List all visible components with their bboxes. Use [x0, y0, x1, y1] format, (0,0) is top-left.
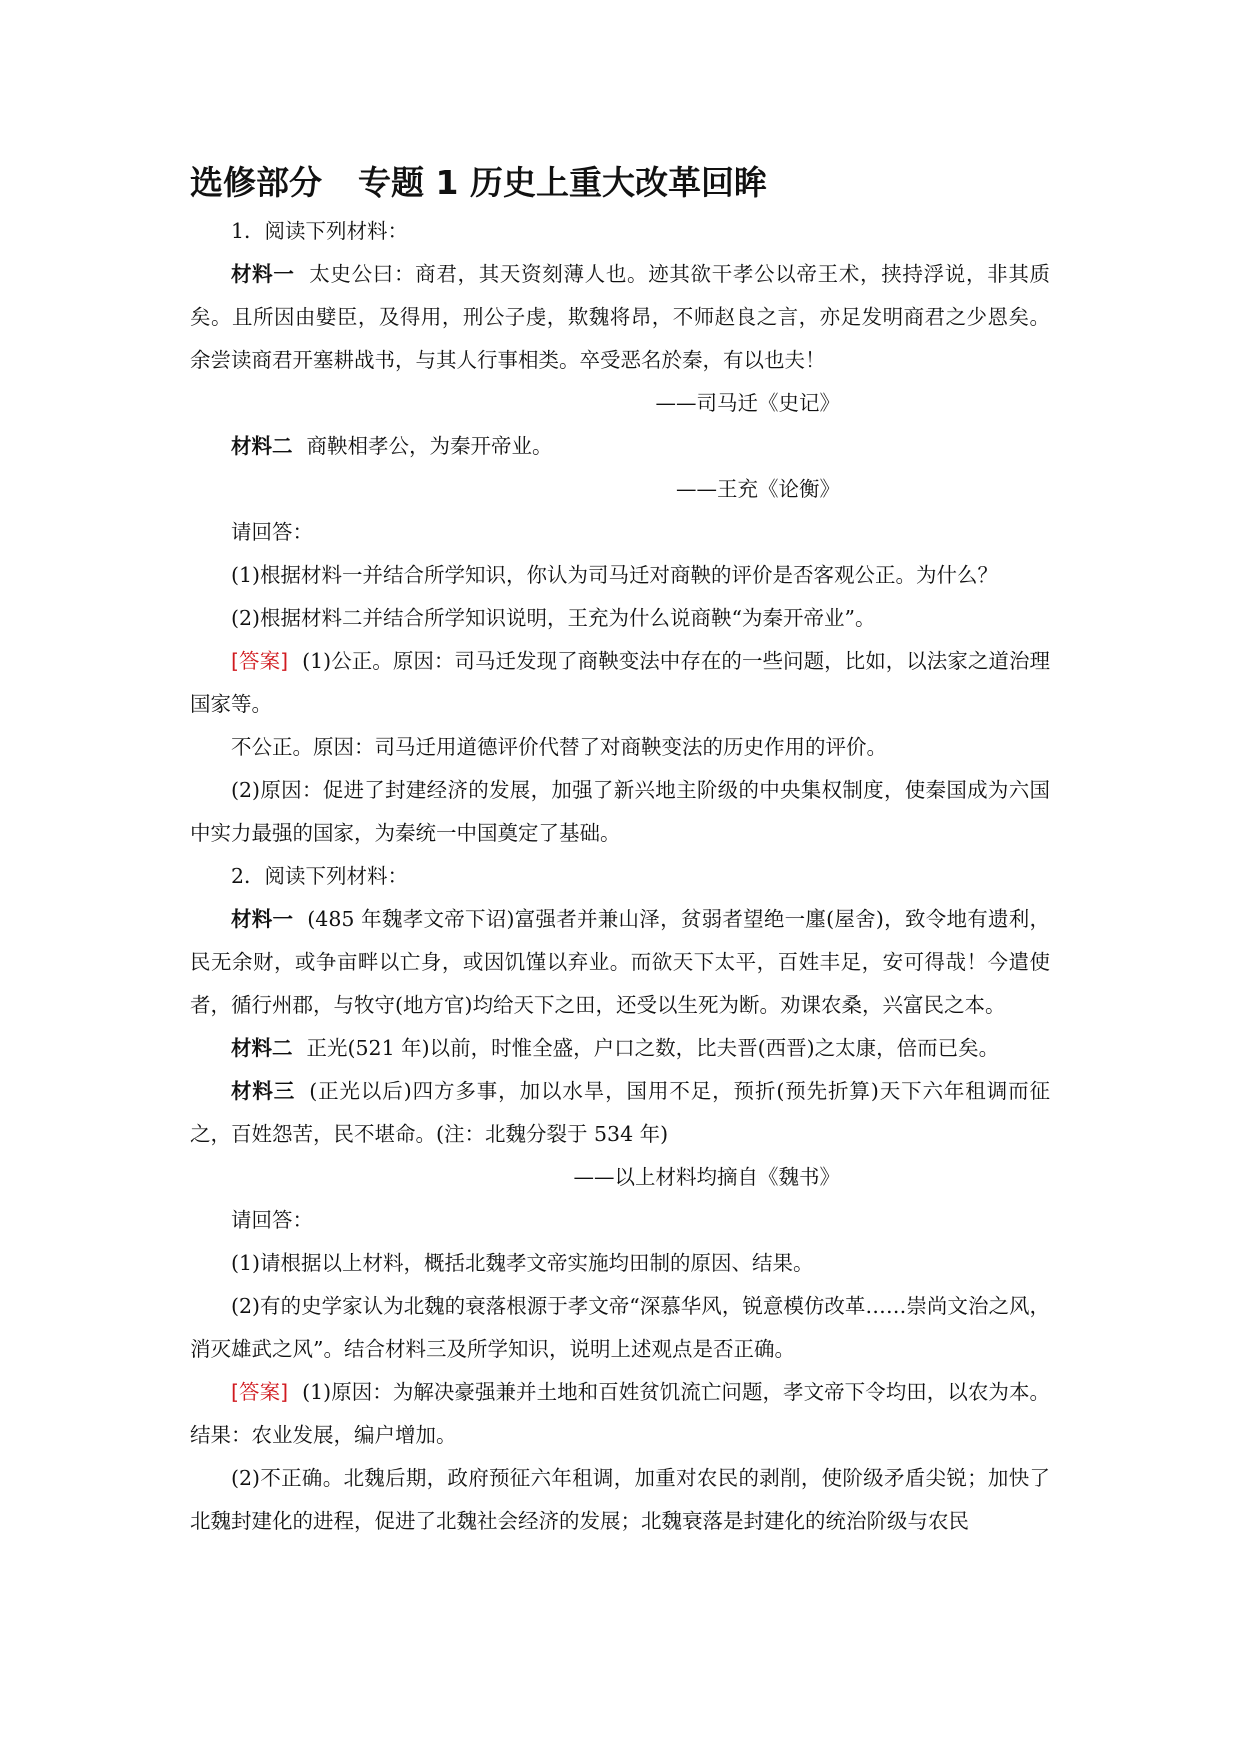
q2-sub2: (2)有的史学家认为北魏的衰落根源于孝文帝“深慕华风，锐意模仿改革……崇尚文治之风，消灭雄武之风”。结合材料三及所学知识，说明上述观点是否正确。 [190, 1294, 1050, 1361]
q2-answer1 [190, 1371, 1050, 1457]
q2-material3-label: 材料三 [231, 1079, 296, 1103]
page-title [190, 160, 1050, 206]
q2-material3 [190, 1070, 1050, 1156]
q2-answer2: (2)不正确。北魏后期，政府预征六年租调，加重对农民的剥削，使阶级矛盾尖锐；加快了北魏封建化的进程，促进了北魏社会经济的发展；北魏衰落是封建化的统治阶级与农民 [190, 1466, 1050, 1533]
q2-intro: 2．阅读下列材料： [231, 864, 409, 888]
document-content [190, 160, 1050, 1543]
q1-sub1: (1)根据材料一并结合所学知识，你认为司马迁对商鞅的评价是否客观公正。为什么？ [231, 563, 999, 587]
q1-answer1 [190, 640, 1050, 726]
title-part2: 专题 1 历史上重大改革回眸 [358, 163, 767, 202]
q2-material1 [190, 898, 1050, 1027]
q1-material1-source: ——司马迁《史记》 [655, 391, 840, 415]
q1-answer-label: [答案] [231, 649, 289, 673]
q1-material1-label: 材料一 [231, 262, 295, 286]
q2-sub1: (1)请根据以上材料，概括北魏孝文帝实施均田制的原因、结果。 [231, 1251, 814, 1275]
q1-material1 [190, 253, 1050, 382]
q1-ask: 请回答： [231, 520, 313, 544]
q2-answer-label: [答案] [231, 1380, 289, 1404]
q1-material2 [190, 425, 1050, 468]
q2-material1-label: 材料一 [231, 907, 294, 931]
q1-material1-text: 太史公曰：商君，其天资刻薄人也。迹其欲干孝公以帝王术，挟持浮说，非其质矣。且所因由嬖臣，及得用，刑公子虔，欺魏将昂，不师赵良之言，亦足发明商君之少恩矣。余尝读商君开塞耕战书，与其人行事相类。卒受恶名於秦，有以也夫！ [190, 262, 1051, 372]
q2-material1-text: (485 年魏孝文帝下诏)富强者并兼山泽，贫弱者望绝一廛(屋舍)，致令地有遗利，民无余财，或争亩畔以亡身，或因饥馑以弃业。而欲天下太平，百姓丰足，安可得哉！今遣使者，循行州郡，与牧守(地方官)均给天下之田，还受以生死为断。劝课农桑，兴富民之本。 [190, 907, 1050, 1017]
q2-source: ——以上材料均摘自《魏书》 [573, 1165, 840, 1189]
q2-ask: 请回答： [231, 1208, 313, 1232]
q1-answer2: (2)原因：促进了封建经济的发展，加强了新兴地主阶级的中央集权制度，使秦国成为六国中实力最强的国家，为秦统一中国奠定了基础。 [190, 778, 1050, 845]
q1-intro: 1．阅读下列材料： [231, 219, 409, 243]
q2-material3-text: (正光以后)四方多事，加以水旱，国用不足，预折(预先折算)天下六年租调而征之，百姓怨苦，民不堪命。(注：北魏分裂于 534 年) [190, 1079, 1050, 1146]
q1-material2-text: 商鞅相孝公，为秦开帝业。 [306, 434, 553, 458]
q1-answer1-text: (1)公正。原因：司马迁发现了商鞅变法中存在的一些问题，比如，以法家之道治理国家等。 [190, 649, 1050, 716]
q2-material2 [190, 1027, 1050, 1070]
title-part1: 选修部分 [190, 163, 322, 202]
q2-material2-text: 正光(521 年)以前，时惟全盛，户口之数，比夫晋(西晋)之太康，倍而已矣。 [306, 1036, 1000, 1060]
q1-material2-label: 材料二 [231, 434, 293, 458]
q1-sub2: (2)根据材料二并结合所学知识说明，王充为什么说商鞅“为秦开帝业”。 [231, 606, 876, 630]
q1-answer1b: 不公正。原因：司马迁用道德评价代替了对商鞅变法的历史作用的评价。 [231, 735, 887, 759]
q2-material2-label: 材料二 [231, 1036, 293, 1060]
q2-answer1-text: (1)原因：为解决豪强兼并土地和百姓贫饥流亡问题，孝文帝下令均田，以农为本。结果：农业发展，编户增加。 [190, 1380, 1050, 1447]
q1-material2-source: ——王充《论衡》 [676, 477, 840, 501]
